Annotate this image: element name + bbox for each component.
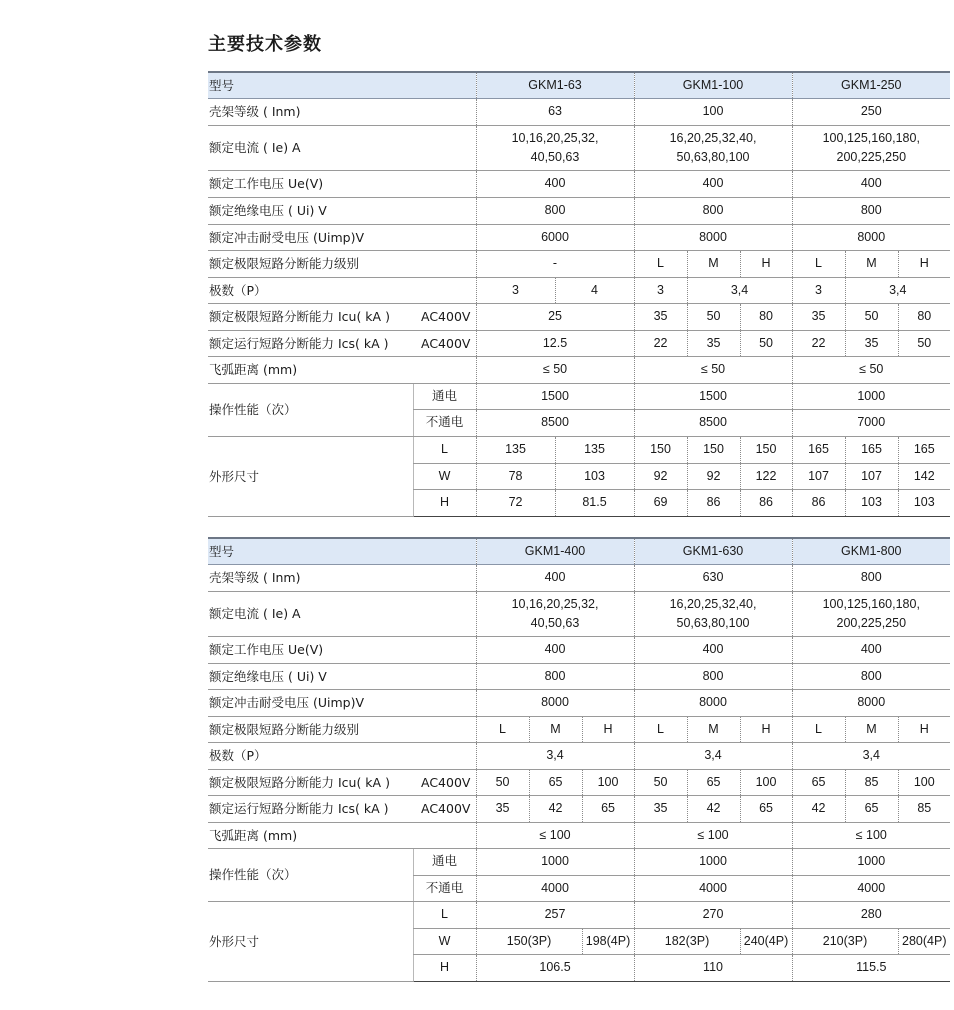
cell: 3 — [476, 277, 555, 303]
row-sublabel: L — [413, 901, 476, 928]
cell: 400 — [792, 636, 950, 663]
table-row — [208, 356, 950, 383]
table-row — [208, 98, 950, 125]
cell: 400 — [476, 564, 634, 591]
cell: 42 — [792, 795, 845, 822]
cell: 800 — [476, 663, 634, 689]
cell: 280 — [792, 901, 950, 928]
row-sublabel: H — [413, 489, 476, 516]
row-label: 额定电流 ( Ie) A — [208, 125, 476, 170]
row-sublabel: AC400V — [413, 769, 476, 795]
cell: 86 — [792, 489, 845, 516]
cell: ≤ 100 — [792, 822, 950, 848]
cell: 270 — [634, 901, 792, 928]
cell: 8000 — [476, 689, 634, 716]
cell: 122 — [740, 463, 792, 489]
row-sublabel: 不通电 — [413, 409, 476, 436]
row-label: 极数（P） — [208, 742, 476, 769]
cell: 65 — [687, 769, 740, 795]
cell: 165 — [792, 436, 845, 463]
table-row — [208, 663, 950, 689]
cell: 65 — [740, 795, 792, 822]
cell — [634, 125, 792, 170]
cell: 3 — [792, 277, 845, 303]
cell: 42 — [687, 795, 740, 822]
row-label: 额定极限短路分断能力级别 — [208, 250, 476, 277]
cell: 257 — [476, 901, 634, 928]
cell: 35 — [687, 330, 740, 356]
cell: 50 — [476, 769, 529, 795]
cell: 8000 — [792, 224, 950, 250]
cell: 150 — [740, 436, 792, 463]
cell-line: 40,50,63 — [530, 149, 580, 164]
cell: 1000 — [792, 383, 950, 409]
cell: 3,4 — [476, 742, 634, 769]
cell: 7000 — [792, 409, 950, 436]
cell — [792, 125, 950, 170]
cell: 80 — [740, 303, 792, 330]
cell: 630 — [634, 564, 792, 591]
cell: 800 — [634, 197, 792, 224]
cell-line: 200,225,250 — [836, 149, 907, 164]
cell: 800 — [792, 663, 950, 689]
cell: 22 — [634, 330, 687, 356]
cell-line: 40,50,63 — [530, 615, 580, 630]
cell: 165 — [898, 436, 950, 463]
cell: L — [634, 250, 687, 277]
row-sublabel: AC400V — [413, 303, 476, 330]
cell: M — [845, 250, 898, 277]
cell: 42 — [529, 795, 582, 822]
table-row — [208, 742, 950, 769]
row-label: 飞弧距离 (mm) — [208, 356, 476, 383]
cell-line: 16,20,25,32,40, — [669, 130, 757, 145]
cell: 50 — [634, 769, 687, 795]
cell: 65 — [529, 769, 582, 795]
cell: 25 — [476, 303, 634, 330]
cell: L — [476, 716, 529, 742]
cell: H — [898, 716, 950, 742]
cell: ≤ 100 — [634, 822, 792, 848]
cell-line: 10,16,20,25,32, — [511, 596, 599, 611]
cell: 1000 — [634, 848, 792, 875]
cell-line: 10,16,20,25,32, — [511, 130, 599, 145]
table-row — [208, 848, 950, 875]
cell-line: 50,63,80,100 — [676, 149, 750, 164]
cell: 72 — [476, 489, 555, 516]
table-row — [208, 538, 950, 564]
cell: L — [792, 250, 845, 277]
cell: 800 — [792, 564, 950, 591]
cell: 35 — [634, 303, 687, 330]
cell: 92 — [687, 463, 740, 489]
table-row — [208, 795, 950, 822]
table-row — [208, 383, 950, 409]
cell: M — [687, 250, 740, 277]
cell: 800 — [634, 663, 792, 689]
row-label: 外形尺寸 — [208, 901, 413, 981]
cell: 65 — [792, 769, 845, 795]
cell-line: 100,125,160,180, — [822, 596, 920, 611]
cell: 35 — [792, 303, 845, 330]
cell: 65 — [845, 795, 898, 822]
cell: M — [687, 716, 740, 742]
cell-line: 16,20,25,32,40, — [669, 596, 757, 611]
cell: 106.5 — [476, 954, 634, 981]
cell: 35 — [845, 330, 898, 356]
row-label: 壳架等级 ( Inm) — [208, 98, 476, 125]
cell: 107 — [845, 463, 898, 489]
model-name: GKM1-250 — [792, 72, 950, 98]
cell: 800 — [476, 197, 634, 224]
row-label: 操作性能（次） — [208, 848, 413, 901]
row-label: 壳架等级 ( Inm) — [208, 564, 476, 591]
model-name: GKM1-63 — [476, 72, 634, 98]
cell: 100 — [582, 769, 634, 795]
cell: 3,4 — [845, 277, 950, 303]
row-label: 额定极限短路分断能力 Icu( kA ) — [208, 303, 413, 330]
row-label: 额定工作电压 Ue(V) — [208, 170, 476, 197]
cell: 6000 — [476, 224, 634, 250]
table-row — [208, 303, 950, 330]
row-label: 操作性能（次） — [208, 383, 413, 436]
cell: 182(3P) — [634, 928, 740, 954]
cell: ≤ 50 — [792, 356, 950, 383]
row-label: 额定工作电压 Ue(V) — [208, 636, 476, 663]
cell: 8000 — [634, 689, 792, 716]
cell: 100 — [740, 769, 792, 795]
cell: 65 — [582, 795, 634, 822]
cell: H — [898, 250, 950, 277]
cell: 86 — [740, 489, 792, 516]
cell: 8000 — [634, 224, 792, 250]
cell: L — [792, 716, 845, 742]
cell: H — [582, 716, 634, 742]
cell: 22 — [792, 330, 845, 356]
cell: 150 — [687, 436, 740, 463]
table-row — [208, 436, 950, 463]
cell: 8500 — [634, 409, 792, 436]
cell: L — [634, 716, 687, 742]
table-row — [208, 125, 950, 170]
cell: 3,4 — [687, 277, 792, 303]
cell: 80 — [898, 303, 950, 330]
cell: 210(3P) — [792, 928, 898, 954]
cell: ≤ 100 — [476, 822, 634, 848]
cell: 81.5 — [555, 489, 634, 516]
cell: 400 — [476, 170, 634, 197]
table-row — [208, 769, 950, 795]
cell: 85 — [845, 769, 898, 795]
row-sublabel: AC400V — [413, 795, 476, 822]
cell: 400 — [476, 636, 634, 663]
cell: M — [845, 716, 898, 742]
cell: 103 — [555, 463, 634, 489]
row-sublabel: L — [413, 436, 476, 463]
cell: 107 — [792, 463, 845, 489]
row-sublabel: 通电 — [413, 383, 476, 409]
row-sublabel: W — [413, 928, 476, 954]
cell: 3,4 — [792, 742, 950, 769]
cell: 85 — [898, 795, 950, 822]
table-row — [208, 591, 950, 636]
cell-line: 200,225,250 — [836, 615, 907, 630]
cell: 4000 — [476, 875, 634, 901]
row-sublabel: W — [413, 463, 476, 489]
cell: 35 — [476, 795, 529, 822]
row-label: 极数（P） — [208, 277, 476, 303]
cell: H — [740, 250, 792, 277]
cell: 3,4 — [634, 742, 792, 769]
table-row — [208, 636, 950, 663]
cell: ≤ 50 — [634, 356, 792, 383]
cell: 280(4P) — [898, 928, 950, 954]
row-sublabel: 不通电 — [413, 875, 476, 901]
cell-line: 50,63,80,100 — [676, 615, 750, 630]
cell — [634, 591, 792, 636]
cell: 69 — [634, 489, 687, 516]
row-label: 额定电流 ( Ie) A — [208, 591, 476, 636]
cell: - — [476, 250, 634, 277]
cell: 50 — [845, 303, 898, 330]
model-name: GKM1-800 — [792, 538, 950, 564]
cell: 150(3P) — [476, 928, 582, 954]
table-row — [208, 901, 950, 928]
row-label: 额定极限短路分断能力级别 — [208, 716, 476, 742]
cell: M — [529, 716, 582, 742]
cell: 250 — [792, 98, 950, 125]
cell: ≤ 50 — [476, 356, 634, 383]
cell: 63 — [476, 98, 634, 125]
cell: 3 — [634, 277, 687, 303]
table-row — [208, 689, 950, 716]
cell: 800 — [792, 197, 950, 224]
spec-table-1 — [208, 71, 950, 517]
cell: 400 — [792, 170, 950, 197]
table-row — [208, 250, 950, 277]
table-row — [208, 170, 950, 197]
cell: 50 — [687, 303, 740, 330]
row-sublabel: AC400V — [413, 330, 476, 356]
cell: 115.5 — [792, 954, 950, 981]
cell: 100 — [898, 769, 950, 795]
cell: 4000 — [634, 875, 792, 901]
cell: 50 — [740, 330, 792, 356]
cell: 12.5 — [476, 330, 634, 356]
cell: 1500 — [476, 383, 634, 409]
cell: 165 — [845, 436, 898, 463]
row-sublabel: 通电 — [413, 848, 476, 875]
row-label: 额定运行短路分断能力 Ics( kA ) — [208, 795, 413, 822]
cell: H — [740, 716, 792, 742]
cell: 135 — [476, 436, 555, 463]
cell: 1500 — [634, 383, 792, 409]
cell: 78 — [476, 463, 555, 489]
cell: 8500 — [476, 409, 634, 436]
table-row — [208, 822, 950, 848]
cell — [476, 125, 634, 170]
table-row — [208, 277, 950, 303]
row-label: 额定冲击耐受电压 (Uimp)V — [208, 689, 476, 716]
spec-table-2 — [208, 537, 950, 982]
model-label: 型号 — [208, 72, 476, 98]
row-label: 外形尺寸 — [208, 436, 413, 516]
model-name: GKM1-400 — [476, 538, 634, 564]
row-label: 额定绝缘电压 ( Ui) V — [208, 663, 476, 689]
cell: 4 — [555, 277, 634, 303]
table-row — [208, 197, 950, 224]
row-label: 飞弧距离 (mm) — [208, 822, 476, 848]
cell: 103 — [898, 489, 950, 516]
table-row — [208, 72, 950, 98]
table-row — [208, 564, 950, 591]
cell: 86 — [687, 489, 740, 516]
table-row — [208, 224, 950, 250]
cell: 4000 — [792, 875, 950, 901]
cell: 240(4P) — [740, 928, 792, 954]
row-label: 额定冲击耐受电压 (Uimp)V — [208, 224, 476, 250]
cell: 400 — [634, 170, 792, 197]
cell: 400 — [634, 636, 792, 663]
table-row — [208, 716, 950, 742]
cell: 100 — [634, 98, 792, 125]
cell: 150 — [634, 436, 687, 463]
cell: 35 — [634, 795, 687, 822]
model-name: GKM1-630 — [634, 538, 792, 564]
cell: 198(4P) — [582, 928, 634, 954]
cell-line: 100,125,160,180, — [822, 130, 920, 145]
cell — [792, 591, 950, 636]
cell: 135 — [555, 436, 634, 463]
cell: 1000 — [476, 848, 634, 875]
table-row — [208, 330, 950, 356]
cell — [476, 591, 634, 636]
cell: 1000 — [792, 848, 950, 875]
row-label: 额定运行短路分断能力 Ics( kA ) — [208, 330, 413, 356]
model-label: 型号 — [208, 538, 476, 564]
cell: 142 — [898, 463, 950, 489]
row-label: 额定绝缘电压 ( Ui) V — [208, 197, 476, 224]
cell: 92 — [634, 463, 687, 489]
cell: 110 — [634, 954, 792, 981]
cell: 50 — [898, 330, 950, 356]
cell: 8000 — [792, 689, 950, 716]
row-label: 额定极限短路分断能力 Icu( kA ) — [208, 769, 413, 795]
cell: 103 — [845, 489, 898, 516]
page-title: 主要技术参数 — [208, 34, 322, 55]
model-name: GKM1-100 — [634, 72, 792, 98]
row-sublabel: H — [413, 954, 476, 981]
